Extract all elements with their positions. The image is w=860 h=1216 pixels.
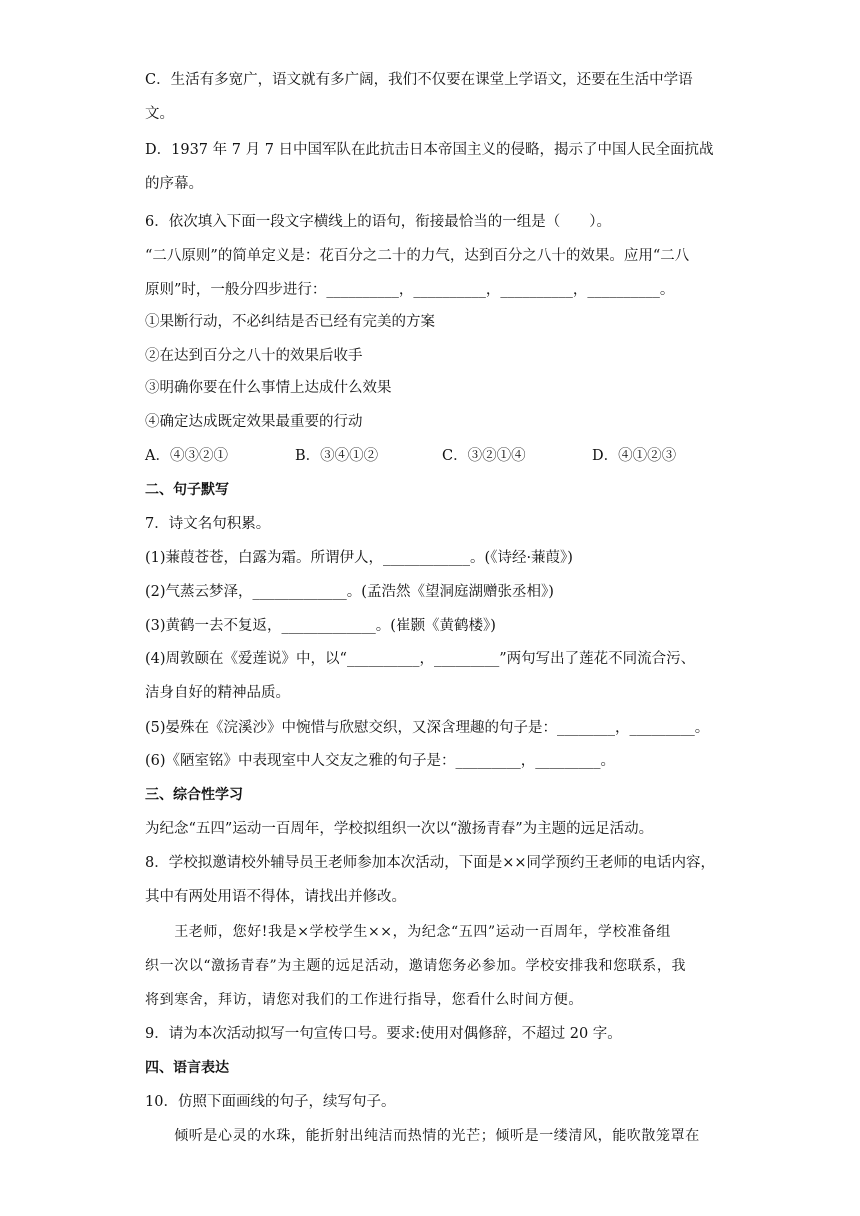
question-9-stem: 9．请为本次活动拟写一句宣传口号。要求:使用对偶修辞，不超过 20 字。 [145,1026,622,1042]
question-7-stem: 7．诗文名句积累。 [145,516,271,532]
question-6-item-1: ①果断行动，不必纠结是否已经有完美的方案 [145,314,435,330]
question-8-passage-line2: 织一次以“激扬青春”为主题的远足活动，邀请您务必参加。学校安排我和您联系，我 [145,958,687,974]
option-d: D．④①②③ [592,448,677,464]
section-4-heading: 四、语言表达 [145,1060,229,1076]
question-8-passage-line3: 将到寒舍，拜访，请您对我们的工作进行指导，您看什么时间方便。 [145,992,583,1008]
question-6-stem: 6．依次填入下面一段文字横线上的语句，衔接最恰当的一组是（ ）。 [145,214,611,230]
question-10-passage-line1: 倾听是心灵的水珠，能折射出纯洁而热情的光芒；倾听是一缕清风，能吹散笼罩在 [145,1128,700,1144]
question-8-stem-line1: 8．学校拟邀请校外辅导员王老师参加本次活动，下面是××同学预约王老师的电话内容， [145,855,716,871]
question-7-item-5: (5)晏殊在《浣溪沙》中惋惜与欣慰交织，又深含理趣的句子是：________，_________。 [145,720,710,736]
question-8-passage-line1: 王老师，您好!我是×学校学生××，为纪念“五四”运动一百周年，学校准备组 [145,924,671,940]
question-10-stem: 10．仿照下面画线的句子，续写句子。 [145,1094,396,1110]
section-2-heading: 二、句子默写 [145,482,229,498]
question-6-item-3: ③明确你要在什么事情上达成什么效果 [145,380,392,396]
question-8-stem-line2: 其中有两处用语不得体，请找出并修改。 [145,889,406,905]
question-6-passage-line2: 原则”时，一般分四步进行：__________，__________，__________，__________。 [145,282,675,298]
question-5-option-c-line1: C．生活有多宽广，语文就有多广阔，我们不仅要在课堂上学语文，还要在生活中学语 [145,72,693,88]
question-7-item-1: (1)蒹葭苍苍，白露为霜。所谓伊人，____________。(《诗经·蒹葭》) [145,550,573,566]
question-7-item-4-line1: (4)周敦颐在《爱莲说》中，以“__________，_________”两句写出了莲花不同流合污、 [145,651,696,667]
question-5-option-c-line2: 文。 [145,106,174,122]
question-7-item-6: (6)《陋室铭》中表现室中人交友之雅的句子是：_________，_________。 [145,753,616,769]
question-6-item-2: ②在达到百分之八十的效果后收手 [145,348,363,364]
question-7-item-3: (3)黄鹤一去不复返，_____________。(崔颢《黄鹤楼》) [145,618,496,634]
question-5-option-d-line1: D．1937 年 7 月 7 日中国军队在此抗击日本帝国主义的侵略，揭示了中国人民全面抗战 [145,142,714,158]
question-6-passage-line1: “二八原则”的简单定义是：花百分之二十的力气，达到百分之八十的效果。应用“二八 [145,248,690,264]
question-6-item-4: ④确定达成既定效果最重要的行动 [145,414,363,430]
section-3-heading: 三、综合性学习 [145,787,243,803]
option-b: B．③④①② [295,448,379,464]
question-5-option-d-line2: 的序幕。 [145,176,203,192]
question-7-item-4-line2: 洁身自好的精神品质。 [145,685,290,701]
section-3-intro: 为纪念“五四”运动一百周年，学校拟组织一次以“激扬青春”为主题的远足活动。 [145,821,654,837]
option-a: A．④③②① [145,448,228,464]
option-c: C．③②①④ [442,448,526,464]
question-7-item-2: (2)气蒸云梦泽，_____________。(孟浩然《望洞庭湖赠张丞相》) [145,584,554,600]
